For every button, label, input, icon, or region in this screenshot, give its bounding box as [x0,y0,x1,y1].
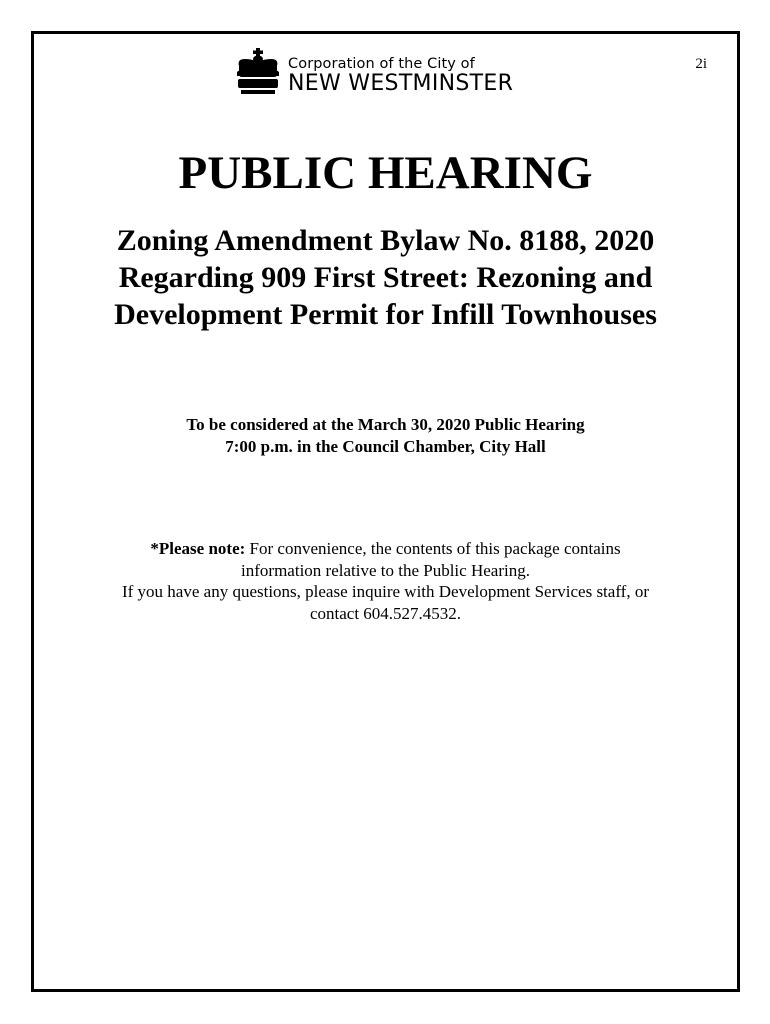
note-line: information relative to the Public Hearing. [241,560,530,580]
page-number: 2i [695,56,707,72]
bylaw-subtitle [34,222,737,333]
note-line: If you have any questions, please inquire with Development Services staff, or [121,582,650,601]
document-page [31,31,740,992]
logo-corporation-line: Corporation of the City of [288,56,475,72]
logo-text [288,56,513,96]
schedule-line: 7:00 p.m. in the Council Chamber, City Hall [225,437,546,456]
note-text: For convenience, the contents of this package contains [245,539,621,558]
note-line: contact 604.527.4532. [309,603,462,623]
logo-city-name: NEW WESTMINSTER [288,71,514,96]
note-line [34,538,737,560]
hearing-schedule [34,414,737,458]
city-logo [232,46,552,102]
subtitle-line: Regarding 909 First Street: Rezoning and [118,261,653,294]
please-note-paragraph [34,538,737,624]
crown-icon [232,46,284,102]
note-label: *Please note: [150,539,246,558]
schedule-line: To be considered at the March 30, 2020 Public Hearing [186,415,585,434]
subtitle-line: Zoning Amendment Bylaw No. 8188, 2020 [116,224,655,257]
subtitle-line: Development Permit for Infill Townhouses [114,298,657,331]
document-title: PUBLIC HEARING [178,147,593,199]
